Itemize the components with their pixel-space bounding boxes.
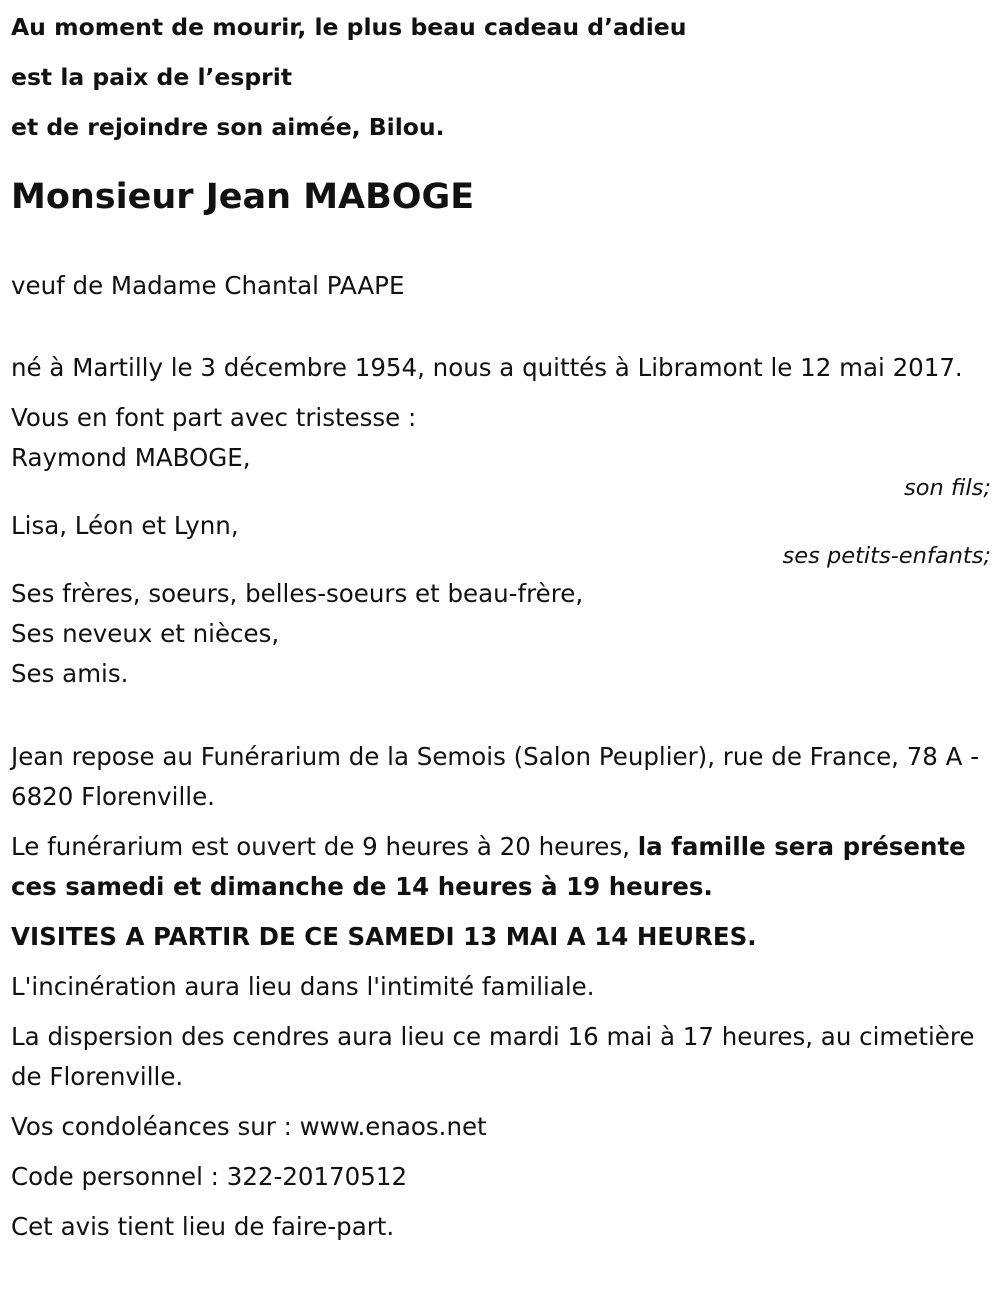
- epigraph-line-2: est la paix de l’esprit: [11, 63, 293, 91]
- opening-hours-plain: Le funérarium est ouvert de 9 heures à 20 heures,: [11, 832, 638, 861]
- epigraph: [11, 2, 991, 152]
- son-name: Raymond MABOGE,: [11, 443, 251, 472]
- cremation-text: L'incinération aura lieu dans l'intimité familiale.: [11, 972, 595, 1001]
- opening-hours-bold: la famille sera présente ces samedi et dimanche de 14 heures à 19 heures.: [11, 832, 966, 901]
- grandchildren-names: Lisa, Léon et Lynn,: [11, 511, 239, 540]
- condolences-text: Vos condoléances sur : www.enaos.net: [11, 1112, 487, 1141]
- nephews-line: Ses neveux et nièces,: [11, 619, 280, 648]
- notice-text: Cet avis tient lieu de faire-part.: [11, 1212, 395, 1241]
- epigraph-line-3: et de rejoindre son aimée, Bilou.: [11, 113, 445, 141]
- obituary-notice: [11, 0, 991, 1247]
- epigraph-line-1: Au moment de mourir, le plus beau cadeau d’adieu: [11, 13, 687, 41]
- rests-at-text: Jean repose au Funérarium de la Semois (Salon Peuplier), rue de France, 78 A - 6820 Florenville.: [11, 742, 980, 811]
- deceased-name: Monsieur Jean MABOGE: [11, 177, 475, 217]
- announcement-intro: Vous en font part avec tristesse :: [11, 403, 417, 432]
- family-list: [11, 398, 991, 694]
- son-relation: son fils;: [904, 475, 991, 501]
- visits-notice: VISITES A PARTIR DE CE SAMEDI 13 MAI A 14 HEURES.: [11, 922, 757, 951]
- personal-code: Code personnel : 322-20170512: [11, 1162, 408, 1191]
- siblings-line: Ses frères, soeurs, belles-soeurs et beau-frère,: [11, 579, 584, 608]
- opening-hours: [11, 827, 991, 907]
- birth-death-text: né à Martilly le 3 décembre 1954, nous a quittés à Libramont le 12 mai 2017.: [11, 353, 963, 382]
- friends-line: Ses amis.: [11, 659, 129, 688]
- grandchildren-relation: ses petits-enfants;: [782, 543, 991, 569]
- ashes-text: La dispersion des cendres aura lieu ce mardi 16 mai à 17 heures, au cimetière de Florenville.: [11, 1022, 975, 1091]
- widow-of: veuf de Madame Chantal PAAPE: [11, 271, 405, 300]
